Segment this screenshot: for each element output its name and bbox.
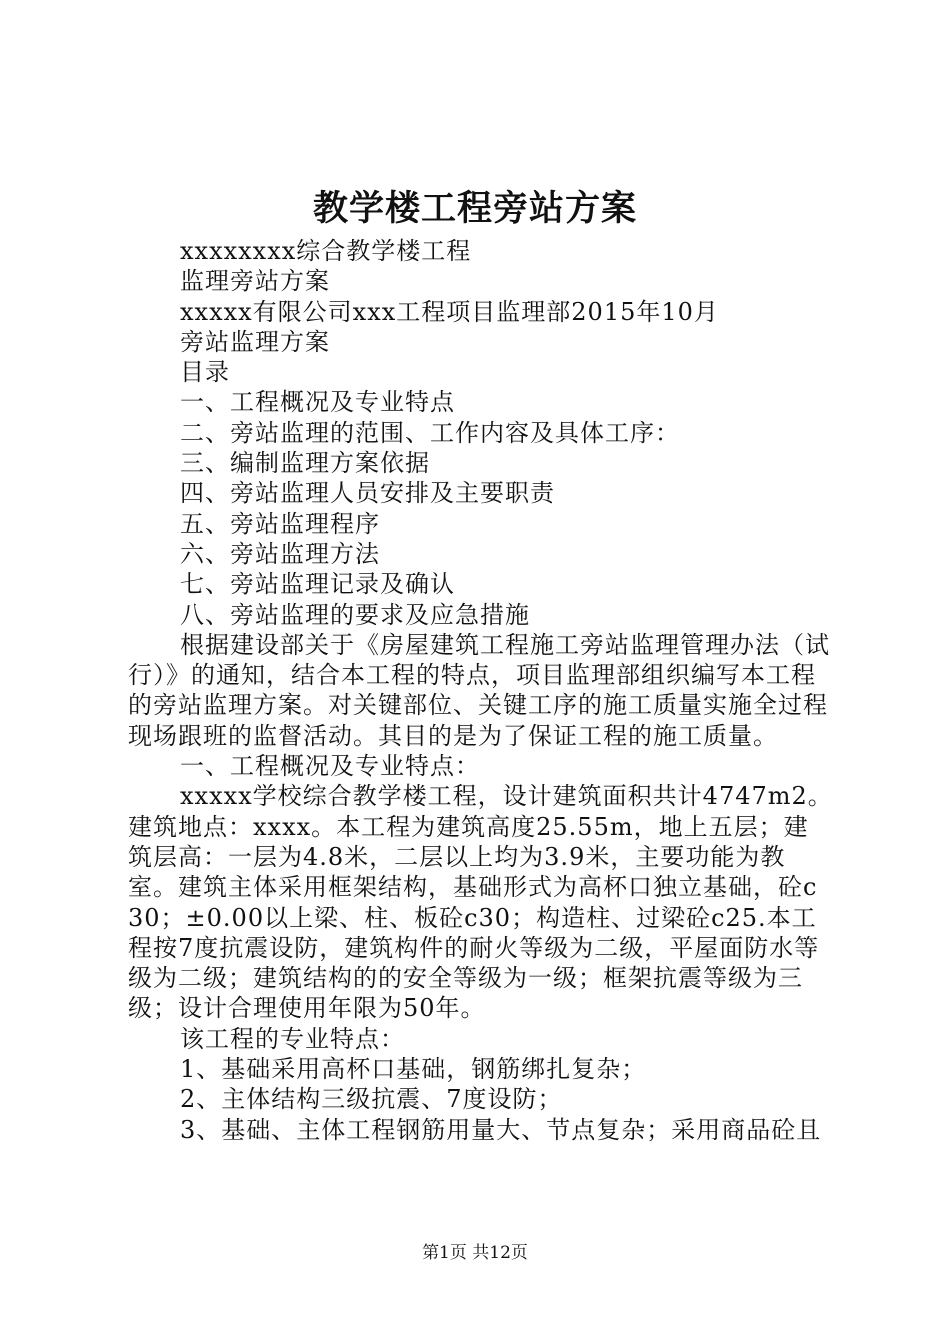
feature-item: 3、基础、主体工程钢筋用量大、节点复杂；采用商品砼且: [180, 1115, 822, 1144]
features-heading: 该工程的专业特点：: [180, 1024, 405, 1053]
toc-item: 一、工程概况及专业特点: [180, 388, 455, 417]
toc-item: 六、旁站监理方法: [180, 539, 380, 568]
toc-item: 七、旁站监理记录及确认: [180, 570, 455, 599]
organization-date-line: xxxxx有限公司xxx工程项目监理部2015年10月: [180, 297, 719, 326]
project-overview-paragraph: xxxxx学校综合教学楼工程，设计建筑面积共计4747m2。建筑地点：xxxx。本工程为建筑高度25.55m，地上五层；建筑层高：一层为4.8米，二层以上均为3.9米，主要功能为教室。建筑主体采用框架结构，基础形式为高杯口独立基础，砼c30；±0.00以上梁、柱、板砼c30；构造柱、过梁砼c25.本工程按7度抗震设防，建筑构件的耐火等级为二级，平屋面防水等级为二级；建筑结构的的安全等级为一级；框架抗震等级为三级；设计合理使用年限为50年。: [128, 782, 833, 1023]
document-body: [128, 236, 833, 1145]
project-name-line: xxxxxxxx综合教学楼工程: [180, 237, 472, 265]
toc-item: 四、旁站监理人员安排及主要职责: [180, 479, 555, 508]
intro-paragraph: 根据建设部关于《房屋建筑工程施工旁站监理管理办法（试行）》的通知，结合本工程的特点，项目监理部组织编写本工程的旁站监理方案。对关键部位、关键工序的施工质量实施全过程现场跟班的监督活动。其目的是为了保证工程的施工质量。: [128, 630, 830, 750]
section-heading: 一、工程概况及专业特点：: [180, 752, 480, 781]
toc-heading: 目录: [180, 358, 230, 387]
subtitle-line: 旁站监理方案: [180, 327, 330, 356]
plan-name-line: 监理旁站方案: [180, 267, 330, 296]
feature-item: 1、基础采用高杯口基础，钢筋绑扎复杂；: [180, 1055, 647, 1084]
toc-item: 八、旁站监理的要求及应急措施: [180, 600, 530, 629]
feature-item: 2、主体结构三级抗震、7度设防；: [180, 1085, 563, 1114]
page-footer: 第1页 共12页: [422, 1243, 528, 1263]
toc-item: 五、旁站监理程序: [180, 509, 380, 538]
toc-item: 三、编制监理方案依据: [180, 449, 430, 478]
toc-item: 二、旁站监理的范围、工作内容及具体工序：: [180, 418, 680, 447]
document-title: 教学楼工程旁站方案: [312, 188, 637, 229]
